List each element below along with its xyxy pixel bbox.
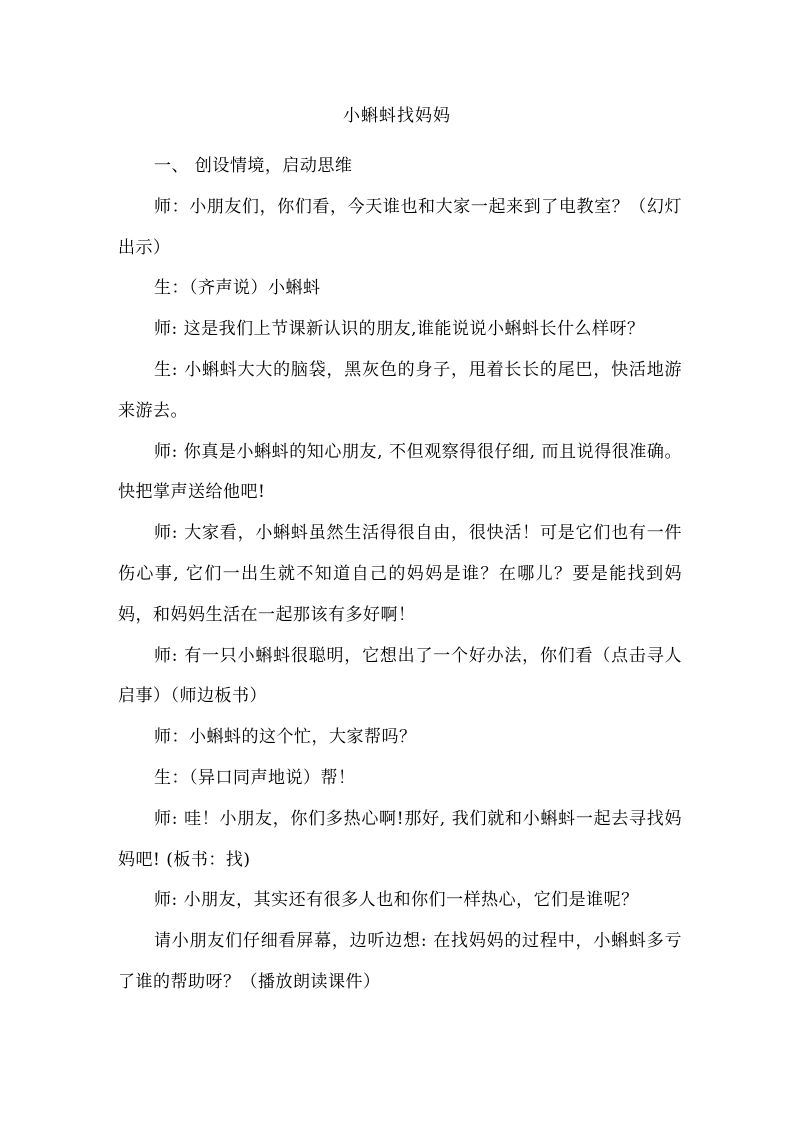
paragraph: 师: 大家看，小蝌蚪虽然生活得很自由，很快活！可是它们也有一件伤心事, 它们一出生就不知道自己的妈妈是谁？在哪儿？要是能找到妈妈，和妈妈生活在一起那该有多好啊！ [118,523,682,625]
paragraph: 师: 哇！小朋友，你们多热心啊!那好, 我们就和小蝌蚪一起去寻找妈妈吧! (板书：找) [118,808,682,870]
paragraph: 师：小蝌蚪的这个忙，大家帮吗？ [154,727,417,748]
paragraph: 生：（齐声说）小蝌蚪 [154,278,321,299]
paragraph: 师：小朋友们，你们看，今天谁也和大家一起来到了电教室？（幻灯出示） [118,196,682,258]
paragraph: 师: 小朋友，其实还有很多人也和你们一样热心，它们是谁呢？ [154,890,639,911]
paragraph: 师: 这是我们上节课新认识的朋友,谁能说说小蝌蚪长什么样呀？ [154,319,645,340]
document-body [118,146,682,1003]
paragraph: 师: 你真是小蝌蚪的知心朋友, 不但观察得很仔细, 而且说得很准确。快把掌声送给他吧! [118,441,682,503]
section-heading: 一、 创设情境，启动思维 [154,156,353,176]
paragraph: 师: 有一只小蝌蚪很聪明，它想出了一个好办法，你们看（点击寻人启事）（师边板书） [118,645,682,707]
paragraph: 生：（异口同声地说）帮！ [154,767,356,788]
document-title: 小蝌蚪找妈妈 [343,106,451,126]
paragraph: 生: 小蝌蚪大大的脑袋，黑灰色的身子，甩着长长的尾巴，快活地游来游去。 [118,359,682,421]
paragraph: 请小朋友们仔细看屏幕，边听边想: 在找妈妈的过程中，小蝌蚪多亏了谁的帮助呀？（播放朗读课件） [118,931,682,992]
